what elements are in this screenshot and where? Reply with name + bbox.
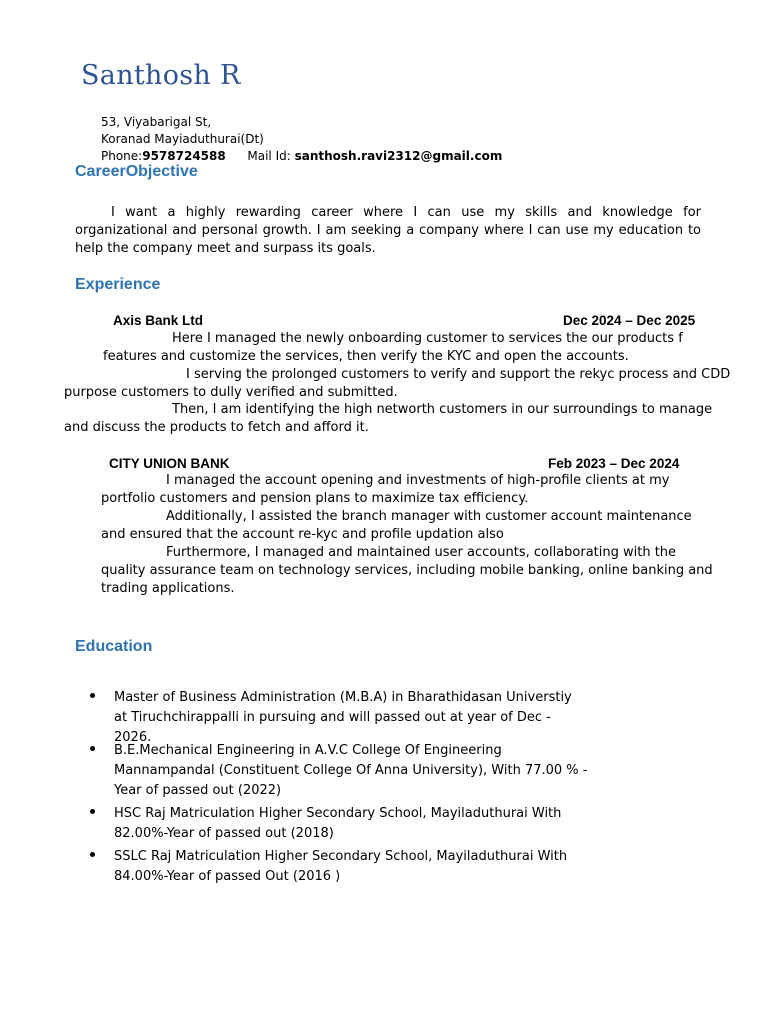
candidate-name: Santhosh R: [81, 60, 241, 91]
job-dates: Feb 2023 – Dec 2024: [548, 456, 680, 471]
job-description-line: Furthermore, I managed and maintained user accounts, collaborating with the: [166, 545, 677, 560]
education-item: HSC Raj Matriculation Higher Secondary School, Mayiladuthurai With 82.00%-Year of passed out (2018): [114, 806, 562, 841]
education-item: B.E.Mechanical Engineering in A.V.C College Of Engineering Mannampandal (Constituent College Of Anna University), With 77.00 % -Year of passed out (2022): [114, 743, 588, 798]
career-objective-heading: CareerObjective: [75, 163, 198, 180]
bullet-icon: [90, 693, 95, 698]
job-description-line: purpose customers to dully verified and submitted.: [64, 385, 398, 400]
education-heading: Education: [75, 638, 153, 655]
job-description-line: portfolio customers and pension plans to maximize tax efficiency.: [101, 491, 529, 506]
bullet-icon: [90, 852, 95, 857]
education-item: Master of Business Administration (M.B.A) in Bharathidasan Universtiy at Tiruchchirappalli in pursuing and will passed out at year of Dec - 2026.: [114, 690, 572, 745]
job-description-line: Additionally, I assisted the branch manager with customer account maintenance: [166, 509, 692, 524]
job-description-line: features and customize the services, then verify the KYC and open the accounts.: [103, 349, 629, 364]
job-description-line: Then, I am identifying the high networth customers in our surroundings to manage: [172, 402, 713, 417]
job-dates: Dec 2024 – Dec 2025: [563, 313, 696, 328]
job-description-line: Here I managed the newly onboarding customer to services the our products f: [172, 331, 683, 346]
bullet-icon: [90, 809, 95, 814]
job-description-line: and ensured that the account re-kyc and profile updation also: [101, 527, 504, 542]
job-company: Axis Bank Ltd: [113, 313, 204, 328]
experience-heading: Experience: [75, 276, 161, 293]
mail-label: Mail Id:: [247, 149, 291, 163]
job-description-line: quality assurance team on technology services, including mobile banking, online banking and: [101, 563, 713, 578]
phone-label: Phone:: [101, 149, 143, 163]
address-line-1: 53, Viyabarigal St,: [101, 115, 212, 129]
job-description-line: trading applications.: [101, 581, 235, 596]
bullet-icon: [90, 746, 95, 751]
phone-number: 9578724588: [142, 149, 226, 163]
email-address[interactable]: santhosh.ravi2312@gmail.com: [294, 149, 503, 163]
education-item: SSLC Raj Matriculation Higher Secondary School, Mayiladuthurai With 84.00%-Year of passed Out (2016 ): [114, 849, 568, 884]
job-company: CITY UNION BANK: [109, 456, 230, 471]
address-line-2: Koranad Mayiaduthurai(Dt): [101, 132, 264, 146]
career-objective-text: I want a highly rewarding career where I can use my skills and knowledge for organizational and personal growth. I am seeking a company where I can use my education to help the company meet and surpass its goals.: [75, 205, 701, 256]
job-description-line: I serving the prolonged customers to verify and support the rekyc process and CDD: [186, 367, 731, 382]
job-description-line: and discuss the products to fetch and afford it.: [64, 420, 369, 435]
job-description-line: I managed the account opening and investments of high-profile clients at my: [166, 473, 670, 488]
